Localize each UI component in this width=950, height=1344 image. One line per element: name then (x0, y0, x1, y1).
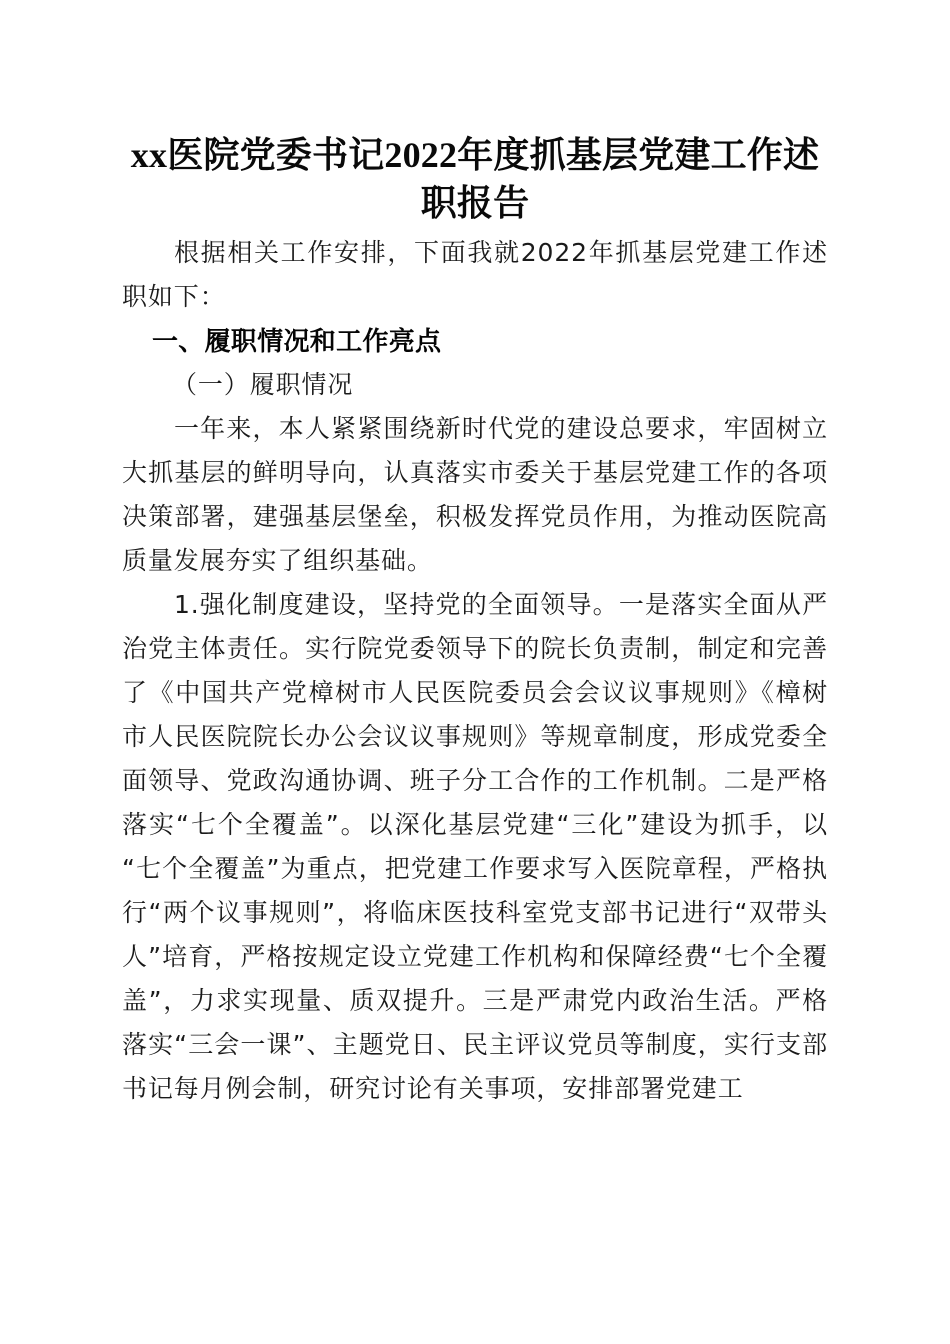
page-title (0, 0, 950, 227)
title-line-2: 职报告 (420, 183, 530, 223)
paragraph-2: 1.强化制度建设，坚持党的全面领导。一是落实全面从严治党主体责任。实行院党委领导下的院长负责制，制定和完善了《中国共产党樟树市人民医院委员会会议议事规则》《樟树市人民医院院长办公会议议事规则》等规章制度，形成党委全面领导、党政沟通协调、班子分工合作的工作机制。二是严格落实“七个全覆盖”。以深化基层党建“三化”建设为抓手，以“七个全覆盖”为重点，把党建工作要求写入医院章程，严格执行“两个议事规则”，将临床医技科室党支部书记进行“双带头人”培育，严格按规定设立党建工作机构和保障经费“七个全覆盖”，力求实现量、质双提升。三是严肃党内政治生活。严格落实“三会一课”、主题党日、民主评议党员等制度，实行支部书记每月例会制，研究讨论有关事项，安排部署党建工 (122, 590, 828, 1103)
paragraph-1: 一年来，本人紧紧围绕新时代党的建设总要求，牢固树立大抓基层的鲜明导向，认真落实市委关于基层党建工作的各项决策部署，建强基层堡垒，积极发挥党员作用，为推动医院高质量发展夯实了组织基础。 (122, 414, 828, 575)
paragraph-intro: 根据相关工作安排，下面我就2022年抓基层党建工作述职如下： (122, 238, 828, 311)
section-heading-1: 一、履职情况和工作亮点 (152, 326, 442, 356)
document-body (122, 231, 828, 1111)
title-line-1: xx医院党委书记2022年度抓基层党建工作述 (130, 135, 820, 175)
subsection-heading-1: （一）履职情况 (172, 370, 354, 399)
